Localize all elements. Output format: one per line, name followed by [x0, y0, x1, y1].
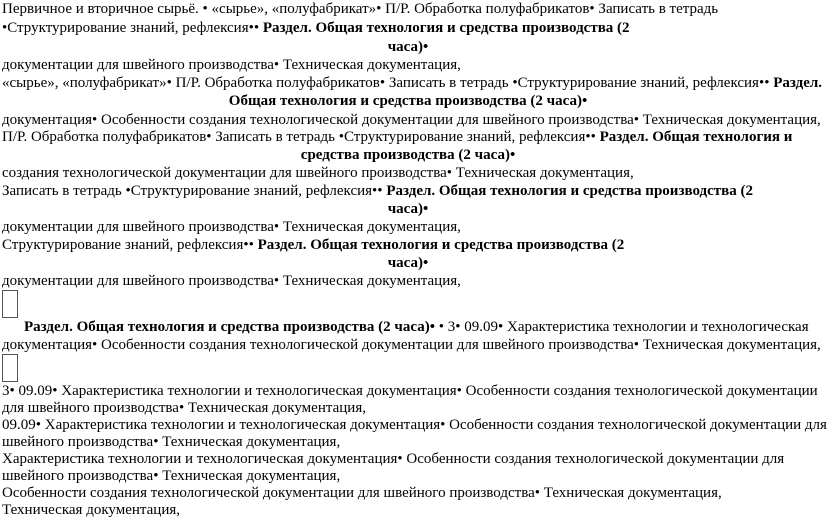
text-line: документации для швейного производства• Техническая документация,	[2, 219, 461, 235]
text-line: документация• Особенности создания технологической документации для швейного производства• Техническая документация,	[2, 337, 821, 353]
text-line: швейного производства• Техническая документация,	[2, 434, 341, 450]
text-line: Характеристика технологии и технологическая документация• Особенности создания технологической документации для	[2, 451, 785, 467]
text-line: «сырье», «полуфабрикат»• П/Р. Обработка полуфабрикатов• Записать в тетрадь •Структурирование знаний, рефлексия•• Раздел.	[2, 75, 823, 91]
section-heading: Общая технология и средства производства (2 часа)•	[228, 93, 588, 109]
text-line: для швейного производства• Техническая документация,	[2, 400, 366, 416]
checkbox-placeholder	[2, 354, 18, 382]
text-line: документация• Особенности создания технологической документации для швейного производства• Техническая документация,	[2, 112, 821, 128]
text-line: документации для швейного производства• Техническая документация,	[2, 57, 461, 73]
text-line: швейного производства• Техническая документация,	[2, 468, 341, 484]
section-heading: часа)•	[387, 255, 429, 271]
section-heading: средства производства (2 часа)•	[300, 147, 516, 163]
text-line: документации для швейного производства• Техническая документация,	[2, 273, 461, 289]
text-line: Техническая документация,	[2, 502, 180, 518]
checkbox-placeholder	[2, 290, 18, 318]
text-line: Записать в тетрадь •Структурирование знаний, рефлексия•• Раздел. Общая технология и средства производства (2	[2, 183, 753, 199]
text-line: Особенности создания технологической документации для швейного производства• Техническая документация,	[2, 485, 722, 501]
text-line: 3• 09.09• Характеристика технологии и технологическая документация• Особенности создания технологической документации	[2, 383, 818, 399]
text-line: 09.09• Характеристика технологии и технологическая документация• Особенности создания технологической документации для	[2, 417, 827, 433]
section-heading: часа)•	[387, 39, 429, 55]
text-line: П/Р. Обработка полуфабрикатов• Записать в тетрадь •Структурирование знаний, рефлексия•• Раздел. Общая технология и	[2, 129, 793, 145]
text-line: Структурирование знаний, рефлексия•• Раздел. Общая технология и средства производства (2	[2, 237, 625, 253]
text-line: создания технологической документации для швейного производства• Техническая документация,	[2, 165, 634, 181]
section-heading: часа)•	[387, 201, 429, 217]
text-line: •Структурирование знаний, рефлексия•• Раздел. Общая технология и средства производства (2	[2, 20, 630, 36]
text-line: Раздел. Общая технология и средства производства (2 часа)• • 3• 09.09• Характеристика технологии и технологическая	[24, 319, 809, 335]
text-line: Первичное и вторичное сырьё. • «сырье», «полуфабрикат»• П/Р. Обработка полуфабрикатов• Записать в тетрадь	[2, 1, 719, 17]
